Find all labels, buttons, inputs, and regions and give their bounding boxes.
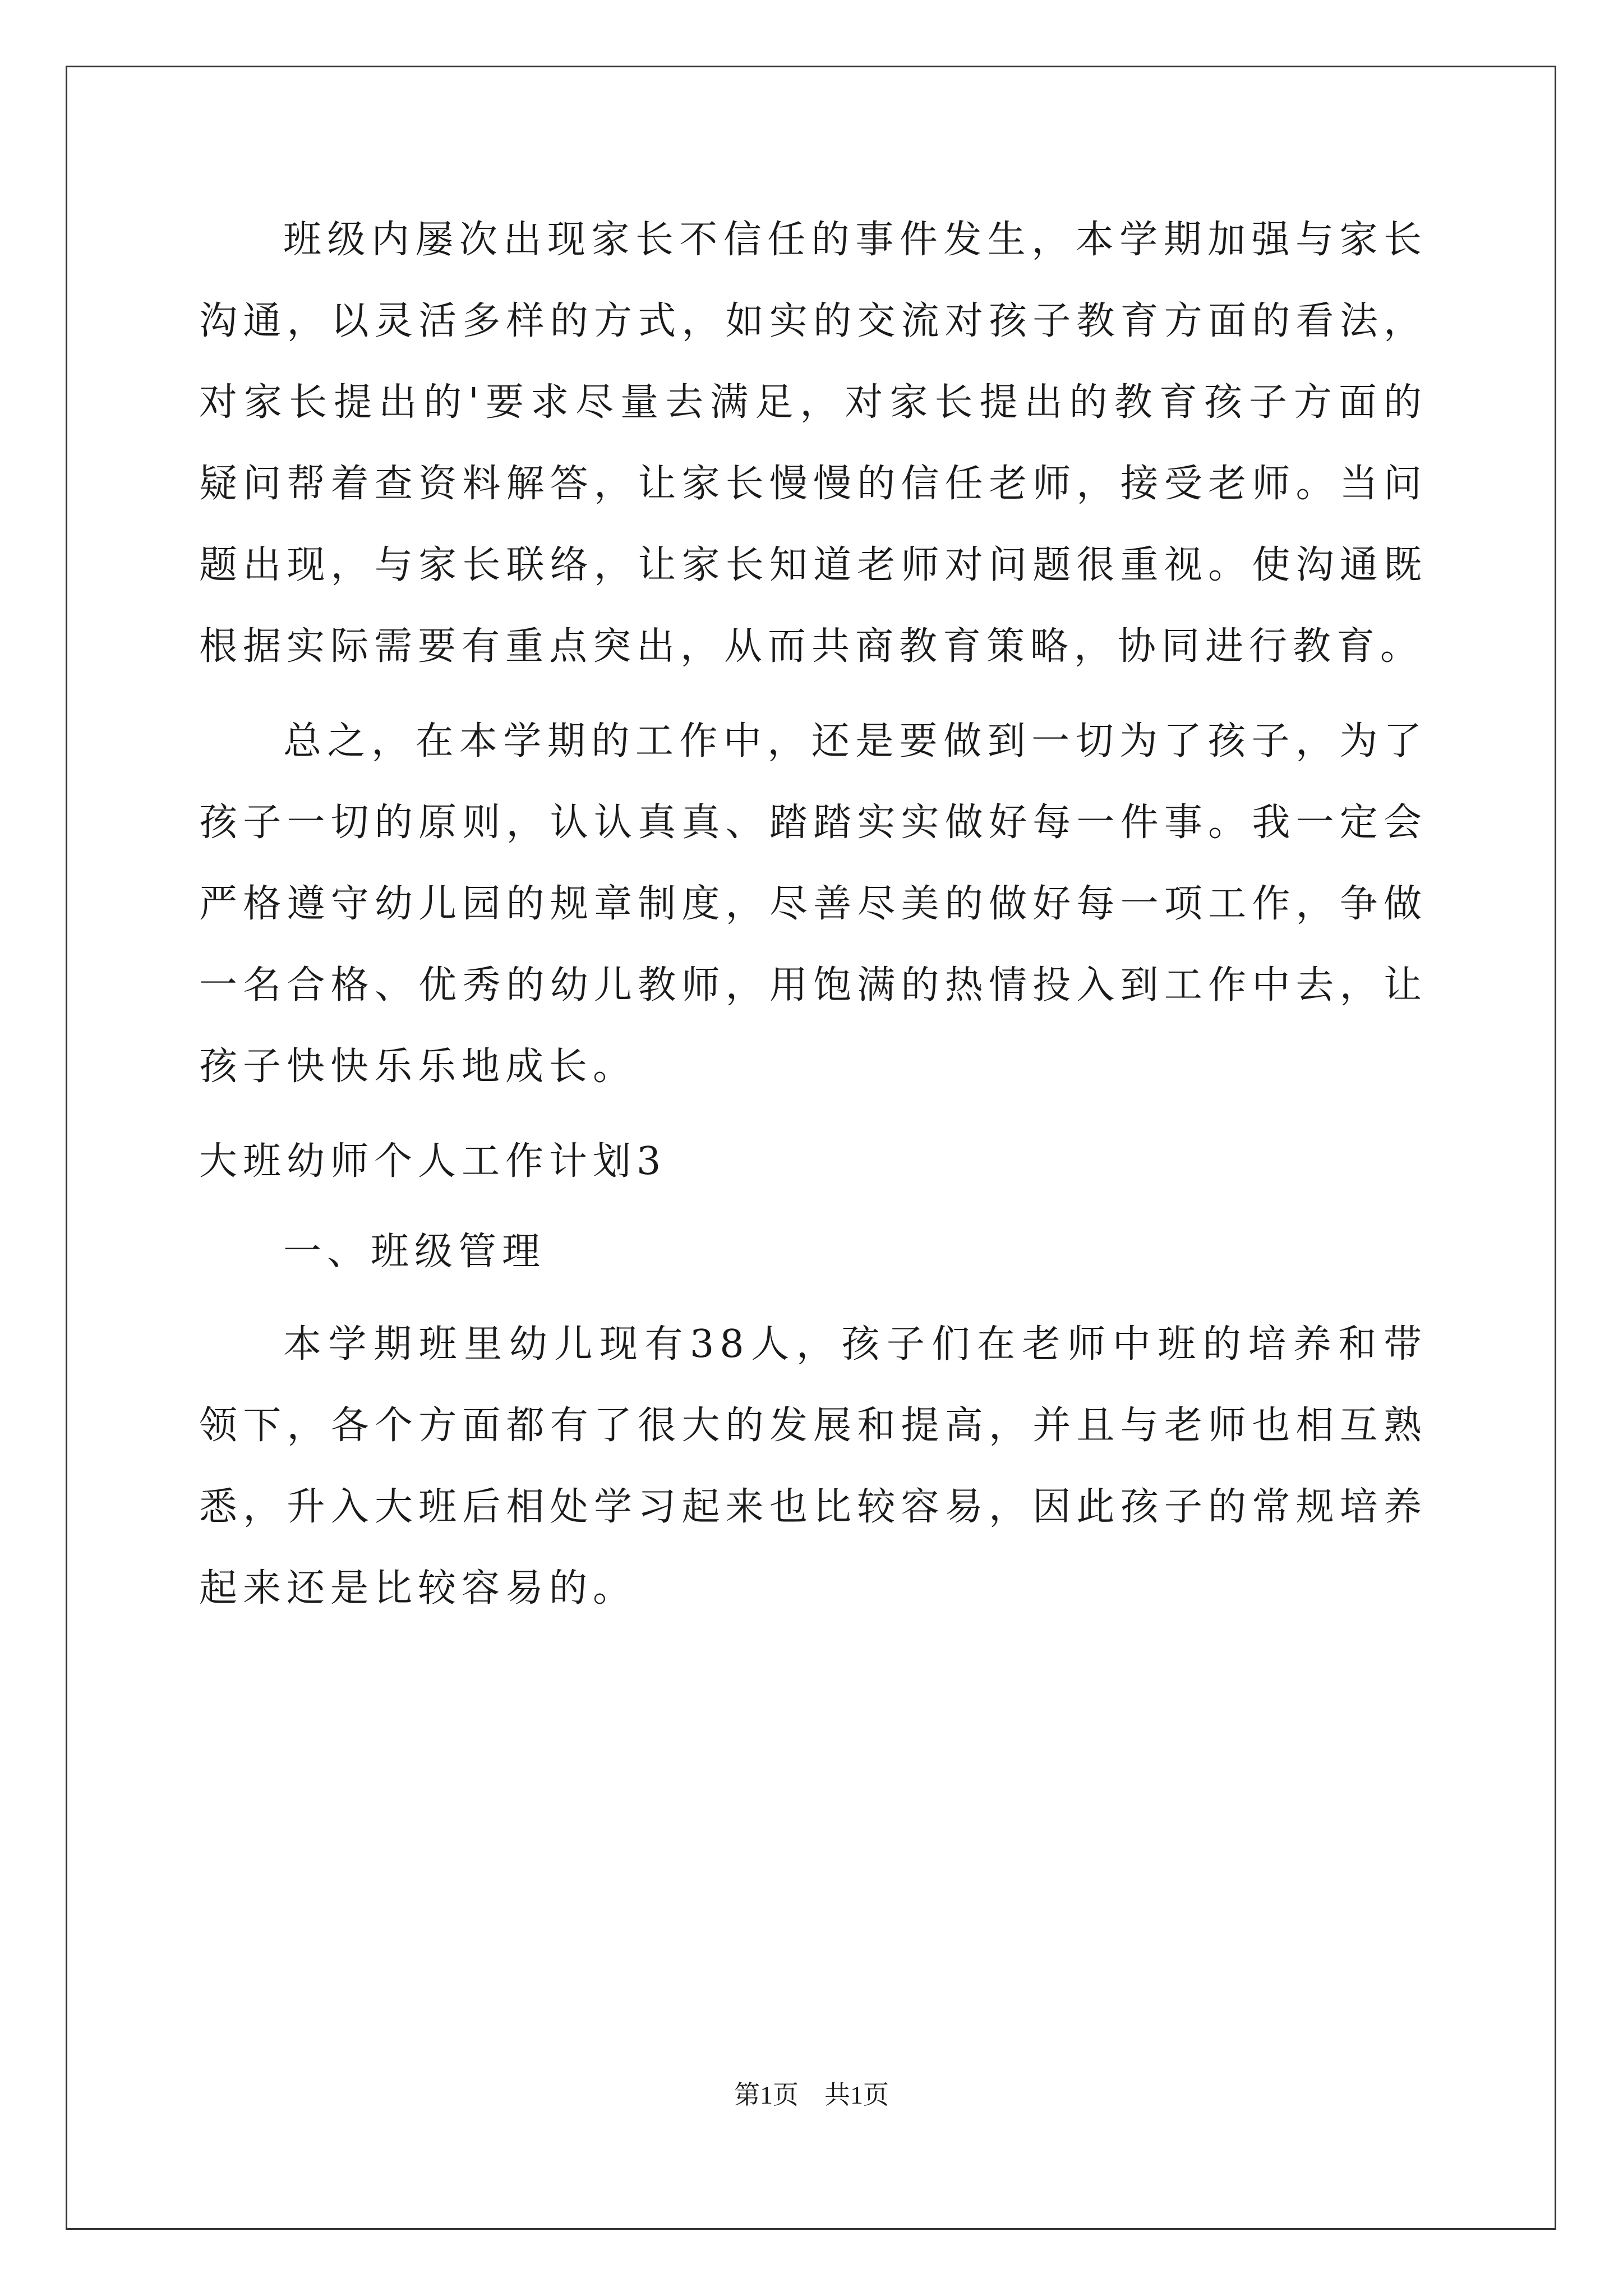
paragraph-class-management: 本学期班里幼儿现有38人，孩子们在老师中班的培养和带领下，各个方面都有了很大的发展和提高，并且与老师也相互熟悉，升入大班后相处学习起来也比较容易，因此孩子的常规培养起来还是比较容易的。 — [199, 1322, 1427, 1611]
page-footer: 第1页 共1页 — [734, 2081, 889, 2109]
document-body — [199, 199, 1427, 1629]
section-title: 大班幼师个人工作计划3 — [199, 1139, 667, 1184]
subsection-heading: 一、班级管理 — [283, 1230, 546, 1274]
paragraph-conclusion: 总之，在本学期的工作中，还是要做到一切为了孩子，为了孩子一切的原则，认认真真、踏踏实实做好每一件事。我一定会严格遵守幼儿园的规章制度，尽善尽美的做好每一项工作，争做一名合格、优秀的幼儿教师，用饱满的热情投入到工作中去，让孩子快快乐乐地成长。 — [199, 719, 1427, 1089]
paragraph-parent-communication: 班级内屡次出现家长不信任的事件发生，本学期加强与家长沟通，以灵活多样的方式，如实的交流对孩子教育方面的看法，对家长提出的'要求尽量去满足，对家长提出的教育孩子方面的疑问帮着查资料解答，让家长慢慢的信任老师，接受老师。当问题出现，与家长联络，让家长知道老师对问题很重视。使沟通既根据实际需要有重点突出，从而共商教育策略，协同进行教育。 — [199, 218, 1427, 669]
